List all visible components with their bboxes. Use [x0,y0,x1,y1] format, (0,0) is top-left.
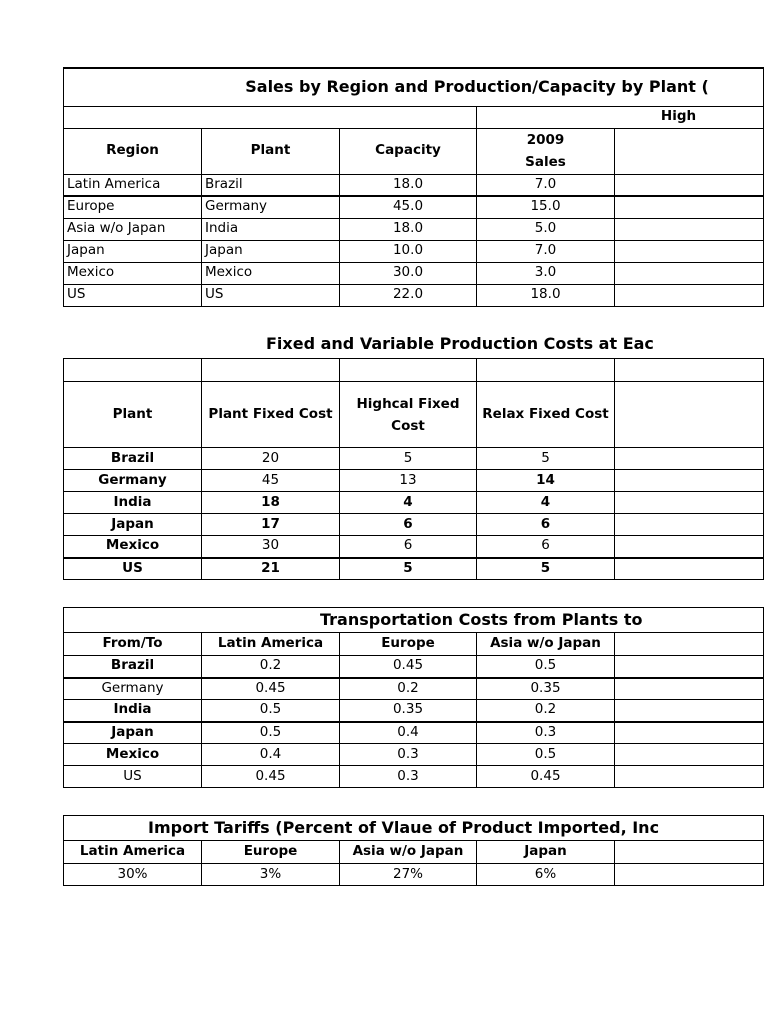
table-header-row [64,128,764,174]
table-row [64,196,764,218]
table-cell: 18 [202,492,340,514]
table-cell: 0.4 [340,722,477,744]
table-cell: 5 [477,558,615,580]
table-cell: 0.5 [202,722,340,744]
table-cell: Japan [64,514,202,536]
table-cell: 6 [340,514,477,536]
column-header: Relax Fixed Cost [477,382,615,448]
table-cell: 5 [340,558,477,580]
transport-costs-block [63,607,763,788]
table-row [64,262,764,284]
table-cell: 27% [340,864,477,886]
table-cell: 6 [477,536,615,558]
table-cell: 30 [202,536,340,558]
table-cell: 0.2 [477,700,615,722]
column-header: Japan [477,841,615,864]
table-row [64,470,764,492]
table-cell: 0.35 [477,678,615,700]
table-cell: India [202,218,340,240]
column-header: Plant [64,382,202,448]
table-cell: 30.0 [340,262,477,284]
sales-capacity-table [63,67,764,307]
table-cell: 17 [202,514,340,536]
import-tariffs-block [63,815,763,886]
sales-capacity-title: Sales by Region and Production/Capacity by Plant ( [64,68,764,106]
table-row [64,536,764,558]
production-costs-table [63,358,764,580]
table-cell: 0.5 [202,700,340,722]
table-cell: 45 [202,470,340,492]
table-cell: Mexico [64,262,202,284]
table-cell: Germany [64,470,202,492]
table-cell: 6 [340,536,477,558]
column-header: Capacity [340,128,477,174]
table-row [64,864,764,886]
table-row [64,492,764,514]
table-cell: US [64,284,202,306]
transport-costs-table [63,607,764,788]
table-row [64,558,764,580]
table-row [64,700,764,722]
table-cell: 0.3 [477,722,615,744]
table-cell: Japan [202,240,340,262]
table-cell: 7.0 [477,240,615,262]
table-cell: 30% [64,864,202,886]
table-cell: Germany [202,196,340,218]
table-cell: Mexico [64,536,202,558]
column-header: 2009 Sales [477,128,615,174]
table-cell: 14 [477,470,615,492]
import-tariffs-title: Import Tariffs (Percent of Vlaue of Product Imported, Inc [64,816,764,841]
table-cell: India [64,492,202,514]
sales-capacity-table-block [63,67,763,307]
table-cell: Europe [64,196,202,218]
table-cell: 45.0 [340,196,477,218]
column-header: Latin America [202,633,340,656]
table-cell: Latin America [64,174,202,196]
table-cell: 0.2 [202,656,340,678]
table-cell: US [64,766,202,788]
table-cell: 4 [477,492,615,514]
table-cell: 22.0 [340,284,477,306]
import-tariffs-table [63,815,764,886]
table-cell: 5.0 [477,218,615,240]
table-cell: 10.0 [340,240,477,262]
table-cell: 0.35 [340,700,477,722]
sales-subheader: High [477,106,764,128]
table-cell: 15.0 [477,196,615,218]
column-header: Plant [202,128,340,174]
table-cell: Asia w/o Japan [64,218,202,240]
table-cell: 0.45 [202,678,340,700]
column-header: Europe [202,841,340,864]
table-cell: Japan [64,240,202,262]
table-cell: 0.5 [477,656,615,678]
table-cell: 21 [202,558,340,580]
table-row [64,174,764,196]
table-cell: Brazil [64,656,202,678]
table-row [64,722,764,744]
table-row [64,514,764,536]
table-row [64,744,764,766]
table-cell: 6 [477,514,615,536]
production-costs-block [63,331,763,580]
table-header-row [64,633,764,656]
table-cell: Mexico [64,744,202,766]
table-cell: 7.0 [477,174,615,196]
table-cell: 5 [340,448,477,470]
table-cell: Japan [64,722,202,744]
table-cell: 3% [202,864,340,886]
table-row [64,656,764,678]
table-cell: 3.0 [477,262,615,284]
table-row [64,284,764,306]
table-cell: 0.2 [340,678,477,700]
table-cell: 0.3 [340,744,477,766]
table-row [64,448,764,470]
table-cell: 0.4 [202,744,340,766]
table-row [64,678,764,700]
column-header: Asia w/o Japan [340,841,477,864]
column-header: From/To [64,633,202,656]
table-cell: 0.45 [477,766,615,788]
column-header: Highcal Fixed Cost [340,382,477,448]
table-cell: India [64,700,202,722]
column-header: Europe [340,633,477,656]
table-cell: 0.5 [477,744,615,766]
table-cell: Brazil [64,448,202,470]
transport-costs-title: Transportation Costs from Plants to [64,608,764,633]
table-row [64,766,764,788]
table-header-row [64,841,764,864]
table-cell: 18.0 [340,174,477,196]
table-row [64,218,764,240]
table-cell: US [202,284,340,306]
table-cell: 20 [202,448,340,470]
production-costs-title: Fixed and Variable Production Costs at Eac [266,334,654,353]
table-cell: 18.0 [340,218,477,240]
table-cell: 0.45 [340,656,477,678]
table-cell: 0.3 [340,766,477,788]
table-cell: 6% [477,864,615,886]
table-cell: 4 [340,492,477,514]
table-row [64,240,764,262]
table-cell: Germany [64,678,202,700]
table-cell: 5 [477,448,615,470]
table-cell: 0.45 [202,766,340,788]
spreadsheet-page [63,67,709,897]
column-header: Latin America [64,841,202,864]
table-cell: 13 [340,470,477,492]
column-header: Plant Fixed Cost [202,382,340,448]
column-header: Asia w/o Japan [477,633,615,656]
table-header-row [64,382,764,448]
table-cell: Mexico [202,262,340,284]
table-cell: Brazil [202,174,340,196]
table-cell: 18.0 [477,284,615,306]
table-cell: US [64,558,202,580]
column-header: Region [64,128,202,174]
